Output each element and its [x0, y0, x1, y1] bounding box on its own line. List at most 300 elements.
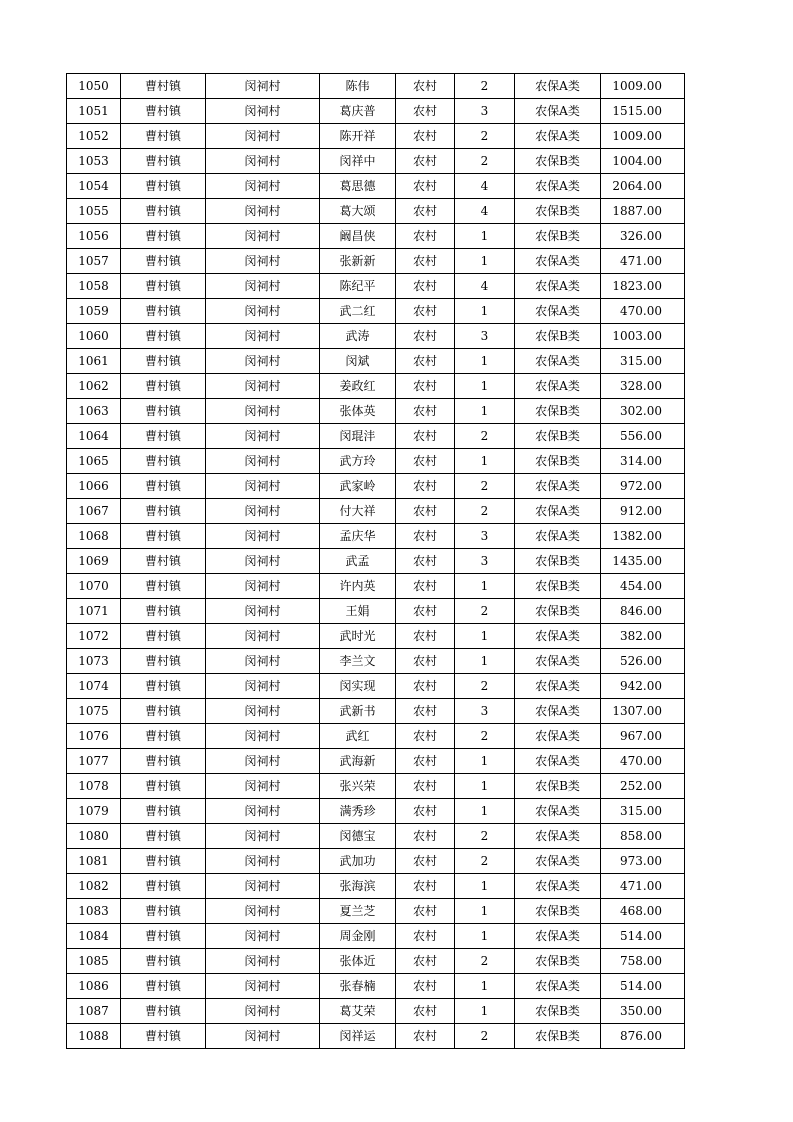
cell-village: 闵祠村 — [206, 149, 320, 174]
cell-count: 1 — [455, 299, 515, 324]
cell-town: 曹村镇 — [121, 499, 206, 524]
cell-amount: 1823.00 — [601, 274, 685, 299]
cell-insurance-type: 农保A类 — [515, 499, 601, 524]
cell-town: 曹村镇 — [121, 749, 206, 774]
table-row — [67, 449, 685, 474]
cell-count: 2 — [455, 424, 515, 449]
cell-town: 曹村镇 — [121, 1024, 206, 1049]
table-row — [67, 849, 685, 874]
table-row — [67, 149, 685, 174]
cell-insurance-type: 农保A类 — [515, 174, 601, 199]
cell-serial-number: 1073 — [67, 649, 121, 674]
cell-amount: 967.00 — [601, 724, 685, 749]
cell-village: 闵祠村 — [206, 499, 320, 524]
cell-category: 农村 — [396, 224, 455, 249]
cell-count: 1 — [455, 649, 515, 674]
cell-amount: 1009.00 — [601, 124, 685, 149]
cell-town: 曹村镇 — [121, 374, 206, 399]
cell-serial-number: 1086 — [67, 974, 121, 999]
cell-count: 2 — [455, 1024, 515, 1049]
cell-amount: 846.00 — [601, 599, 685, 624]
table-row — [67, 774, 685, 799]
cell-name: 闵琨沣 — [320, 424, 396, 449]
cell-amount: 514.00 — [601, 974, 685, 999]
cell-insurance-type: 农保A类 — [515, 124, 601, 149]
cell-amount: 973.00 — [601, 849, 685, 874]
cell-count: 1 — [455, 999, 515, 1024]
cell-insurance-type: 农保B类 — [515, 224, 601, 249]
beneficiary-table — [66, 73, 685, 1049]
table-row — [67, 549, 685, 574]
cell-count: 3 — [455, 324, 515, 349]
cell-village: 闵祠村 — [206, 924, 320, 949]
cell-village: 闵祠村 — [206, 274, 320, 299]
cell-count: 1 — [455, 374, 515, 399]
cell-name: 葛艾荣 — [320, 999, 396, 1024]
cell-village: 闵祠村 — [206, 649, 320, 674]
table-row — [67, 99, 685, 124]
cell-category: 农村 — [396, 599, 455, 624]
cell-name: 葛大颂 — [320, 199, 396, 224]
cell-amount: 328.00 — [601, 374, 685, 399]
cell-category: 农村 — [396, 499, 455, 524]
cell-amount: 1382.00 — [601, 524, 685, 549]
cell-serial-number: 1056 — [67, 224, 121, 249]
cell-insurance-type: 农保B类 — [515, 949, 601, 974]
cell-category: 农村 — [396, 524, 455, 549]
cell-count: 1 — [455, 924, 515, 949]
cell-serial-number: 1062 — [67, 374, 121, 399]
cell-amount: 382.00 — [601, 624, 685, 649]
cell-amount: 470.00 — [601, 299, 685, 324]
cell-count: 4 — [455, 174, 515, 199]
cell-town: 曹村镇 — [121, 674, 206, 699]
cell-name: 张海滨 — [320, 874, 396, 899]
cell-name: 武新书 — [320, 699, 396, 724]
cell-serial-number: 1081 — [67, 849, 121, 874]
cell-town: 曹村镇 — [121, 599, 206, 624]
cell-insurance-type: 农保A类 — [515, 674, 601, 699]
cell-name: 武家岭 — [320, 474, 396, 499]
cell-category: 农村 — [396, 324, 455, 349]
cell-name: 孟庆华 — [320, 524, 396, 549]
cell-amount: 1009.00 — [601, 74, 685, 99]
cell-amount: 514.00 — [601, 924, 685, 949]
cell-name: 葛思德 — [320, 174, 396, 199]
table-row — [67, 374, 685, 399]
cell-village: 闵祠村 — [206, 474, 320, 499]
cell-village: 闵祠村 — [206, 324, 320, 349]
table-row — [67, 649, 685, 674]
cell-town: 曹村镇 — [121, 574, 206, 599]
cell-village: 闵祠村 — [206, 249, 320, 274]
cell-count: 3 — [455, 524, 515, 549]
cell-count: 2 — [455, 674, 515, 699]
cell-category: 农村 — [396, 1024, 455, 1049]
table-row — [67, 624, 685, 649]
cell-town: 曹村镇 — [121, 424, 206, 449]
cell-insurance-type: 农保A类 — [515, 299, 601, 324]
cell-insurance-type: 农保A类 — [515, 249, 601, 274]
cell-serial-number: 1052 — [67, 124, 121, 149]
cell-amount: 315.00 — [601, 349, 685, 374]
cell-name: 武时光 — [320, 624, 396, 649]
cell-village: 闵祠村 — [206, 974, 320, 999]
cell-village: 闵祠村 — [206, 699, 320, 724]
table-row — [67, 924, 685, 949]
cell-serial-number: 1055 — [67, 199, 121, 224]
cell-category: 农村 — [396, 924, 455, 949]
cell-category: 农村 — [396, 999, 455, 1024]
cell-insurance-type: 农保A类 — [515, 524, 601, 549]
cell-amount: 1515.00 — [601, 99, 685, 124]
cell-amount: 942.00 — [601, 674, 685, 699]
table-row — [67, 224, 685, 249]
table-row — [67, 824, 685, 849]
table-row — [67, 999, 685, 1024]
cell-category: 农村 — [396, 699, 455, 724]
cell-count: 4 — [455, 274, 515, 299]
cell-category: 农村 — [396, 74, 455, 99]
cell-insurance-type: 农保A类 — [515, 74, 601, 99]
cell-name: 许内英 — [320, 574, 396, 599]
cell-serial-number: 1059 — [67, 299, 121, 324]
cell-serial-number: 1080 — [67, 824, 121, 849]
cell-serial-number: 1066 — [67, 474, 121, 499]
cell-name: 武加功 — [320, 849, 396, 874]
cell-insurance-type: 农保A类 — [515, 749, 601, 774]
cell-insurance-type: 农保A类 — [515, 274, 601, 299]
cell-category: 农村 — [396, 299, 455, 324]
table-row — [67, 249, 685, 274]
cell-village: 闵祠村 — [206, 424, 320, 449]
cell-town: 曹村镇 — [121, 899, 206, 924]
table-row — [67, 174, 685, 199]
cell-amount: 350.00 — [601, 999, 685, 1024]
cell-serial-number: 1084 — [67, 924, 121, 949]
cell-category: 农村 — [396, 374, 455, 399]
cell-amount: 972.00 — [601, 474, 685, 499]
cell-name: 陈纪平 — [320, 274, 396, 299]
cell-serial-number: 1077 — [67, 749, 121, 774]
cell-name: 张新新 — [320, 249, 396, 274]
cell-serial-number: 1078 — [67, 774, 121, 799]
cell-name: 李兰文 — [320, 649, 396, 674]
cell-count: 2 — [455, 724, 515, 749]
cell-insurance-type: 农保A类 — [515, 649, 601, 674]
cell-name: 武方玲 — [320, 449, 396, 474]
cell-category: 农村 — [396, 424, 455, 449]
table-body — [67, 74, 685, 1049]
cell-town: 曹村镇 — [121, 724, 206, 749]
cell-count: 1 — [455, 974, 515, 999]
cell-category: 农村 — [396, 749, 455, 774]
cell-town: 曹村镇 — [121, 124, 206, 149]
cell-amount: 858.00 — [601, 824, 685, 849]
cell-town: 曹村镇 — [121, 99, 206, 124]
cell-town: 曹村镇 — [121, 224, 206, 249]
cell-serial-number: 1079 — [67, 799, 121, 824]
table-row — [67, 524, 685, 549]
cell-count: 3 — [455, 699, 515, 724]
cell-village: 闵祠村 — [206, 99, 320, 124]
table-row — [67, 599, 685, 624]
table-row — [67, 899, 685, 924]
cell-town: 曹村镇 — [121, 174, 206, 199]
cell-village: 闵祠村 — [206, 624, 320, 649]
cell-insurance-type: 农保B类 — [515, 599, 601, 624]
cell-town: 曹村镇 — [121, 774, 206, 799]
cell-amount: 1887.00 — [601, 199, 685, 224]
cell-village: 闵祠村 — [206, 599, 320, 624]
cell-village: 闵祠村 — [206, 724, 320, 749]
cell-name: 闵祥中 — [320, 149, 396, 174]
cell-town: 曹村镇 — [121, 549, 206, 574]
cell-category: 农村 — [396, 549, 455, 574]
cell-town: 曹村镇 — [121, 299, 206, 324]
cell-village: 闵祠村 — [206, 124, 320, 149]
cell-serial-number: 1069 — [67, 549, 121, 574]
cell-town: 曹村镇 — [121, 449, 206, 474]
cell-count: 2 — [455, 149, 515, 174]
cell-name: 陈开祥 — [320, 124, 396, 149]
cell-village: 闵祠村 — [206, 999, 320, 1024]
cell-insurance-type: 农保A类 — [515, 724, 601, 749]
cell-count: 1 — [455, 349, 515, 374]
cell-serial-number: 1051 — [67, 99, 121, 124]
cell-village: 闵祠村 — [206, 349, 320, 374]
cell-village: 闵祠村 — [206, 899, 320, 924]
cell-town: 曹村镇 — [121, 274, 206, 299]
cell-serial-number: 1068 — [67, 524, 121, 549]
table-row — [67, 1024, 685, 1049]
cell-name: 张春楠 — [320, 974, 396, 999]
table-row — [67, 724, 685, 749]
cell-category: 农村 — [396, 449, 455, 474]
cell-serial-number: 1070 — [67, 574, 121, 599]
cell-count: 2 — [455, 824, 515, 849]
cell-count: 1 — [455, 899, 515, 924]
cell-amount: 470.00 — [601, 749, 685, 774]
cell-town: 曹村镇 — [121, 874, 206, 899]
cell-serial-number: 1082 — [67, 874, 121, 899]
cell-serial-number: 1054 — [67, 174, 121, 199]
cell-category: 农村 — [396, 99, 455, 124]
cell-category: 农村 — [396, 249, 455, 274]
cell-village: 闵祠村 — [206, 449, 320, 474]
cell-insurance-type: 农保B类 — [515, 324, 601, 349]
cell-amount: 1307.00 — [601, 699, 685, 724]
cell-village: 闵祠村 — [206, 774, 320, 799]
cell-insurance-type: 农保B类 — [515, 399, 601, 424]
cell-town: 曹村镇 — [121, 349, 206, 374]
cell-name: 张体近 — [320, 949, 396, 974]
cell-village: 闵祠村 — [206, 674, 320, 699]
cell-count: 3 — [455, 549, 515, 574]
cell-serial-number: 1060 — [67, 324, 121, 349]
cell-insurance-type: 农保B类 — [515, 199, 601, 224]
table-row — [67, 949, 685, 974]
cell-name: 葛庆普 — [320, 99, 396, 124]
cell-amount: 315.00 — [601, 799, 685, 824]
cell-village: 闵祠村 — [206, 374, 320, 399]
cell-village: 闵祠村 — [206, 949, 320, 974]
cell-village: 闵祠村 — [206, 74, 320, 99]
cell-amount: 454.00 — [601, 574, 685, 599]
cell-amount: 556.00 — [601, 424, 685, 449]
cell-count: 1 — [455, 574, 515, 599]
cell-name: 付大祥 — [320, 499, 396, 524]
cell-serial-number: 1072 — [67, 624, 121, 649]
cell-village: 闵祠村 — [206, 399, 320, 424]
cell-town: 曹村镇 — [121, 824, 206, 849]
table-row — [67, 499, 685, 524]
cell-count: 1 — [455, 749, 515, 774]
cell-count: 2 — [455, 74, 515, 99]
cell-insurance-type: 农保B类 — [515, 899, 601, 924]
cell-village: 闵祠村 — [206, 1024, 320, 1049]
cell-category: 农村 — [396, 199, 455, 224]
cell-name: 武红 — [320, 724, 396, 749]
cell-count: 1 — [455, 624, 515, 649]
cell-insurance-type: 农保B类 — [515, 774, 601, 799]
cell-category: 农村 — [396, 949, 455, 974]
cell-count: 2 — [455, 599, 515, 624]
cell-name: 闵实现 — [320, 674, 396, 699]
cell-category: 农村 — [396, 874, 455, 899]
cell-category: 农村 — [396, 349, 455, 374]
cell-name: 武孟 — [320, 549, 396, 574]
cell-name: 王娟 — [320, 599, 396, 624]
cell-amount: 1004.00 — [601, 149, 685, 174]
cell-serial-number: 1075 — [67, 699, 121, 724]
cell-insurance-type: 农保A类 — [515, 799, 601, 824]
cell-insurance-type: 农保A类 — [515, 624, 601, 649]
cell-count: 1 — [455, 774, 515, 799]
cell-category: 农村 — [396, 649, 455, 674]
cell-count: 1 — [455, 399, 515, 424]
cell-category: 农村 — [396, 899, 455, 924]
cell-name: 武二红 — [320, 299, 396, 324]
table-row — [67, 349, 685, 374]
cell-town: 曹村镇 — [121, 249, 206, 274]
table-row — [67, 974, 685, 999]
cell-category: 农村 — [396, 674, 455, 699]
cell-count: 2 — [455, 124, 515, 149]
cell-village: 闵祠村 — [206, 524, 320, 549]
cell-insurance-type: 农保A类 — [515, 374, 601, 399]
cell-insurance-type: 农保B类 — [515, 424, 601, 449]
cell-insurance-type: 农保A类 — [515, 349, 601, 374]
cell-serial-number: 1057 — [67, 249, 121, 274]
cell-amount: 471.00 — [601, 874, 685, 899]
cell-village: 闵祠村 — [206, 749, 320, 774]
table-row — [67, 874, 685, 899]
cell-category: 农村 — [396, 474, 455, 499]
cell-count: 1 — [455, 449, 515, 474]
cell-count: 1 — [455, 249, 515, 274]
cell-insurance-type: 农保A类 — [515, 924, 601, 949]
cell-village: 闵祠村 — [206, 874, 320, 899]
cell-town: 曹村镇 — [121, 849, 206, 874]
table-row — [67, 74, 685, 99]
cell-name: 姜政红 — [320, 374, 396, 399]
cell-name: 闵斌 — [320, 349, 396, 374]
cell-category: 农村 — [396, 974, 455, 999]
table-row — [67, 124, 685, 149]
table-row — [67, 199, 685, 224]
cell-serial-number: 1083 — [67, 899, 121, 924]
cell-name: 闵祥运 — [320, 1024, 396, 1049]
cell-village: 闵祠村 — [206, 174, 320, 199]
cell-category: 农村 — [396, 274, 455, 299]
cell-category: 农村 — [396, 824, 455, 849]
cell-amount: 758.00 — [601, 949, 685, 974]
table-row — [67, 799, 685, 824]
cell-town: 曹村镇 — [121, 699, 206, 724]
cell-count: 4 — [455, 199, 515, 224]
cell-count: 2 — [455, 849, 515, 874]
cell-name: 周金刚 — [320, 924, 396, 949]
cell-name: 张兴荣 — [320, 774, 396, 799]
cell-serial-number: 1071 — [67, 599, 121, 624]
cell-count: 1 — [455, 874, 515, 899]
cell-serial-number: 1063 — [67, 399, 121, 424]
cell-village: 闵祠村 — [206, 574, 320, 599]
cell-amount: 252.00 — [601, 774, 685, 799]
cell-category: 农村 — [396, 174, 455, 199]
cell-amount: 326.00 — [601, 224, 685, 249]
cell-amount: 471.00 — [601, 249, 685, 274]
table-row — [67, 324, 685, 349]
cell-serial-number: 1087 — [67, 999, 121, 1024]
cell-category: 农村 — [396, 724, 455, 749]
cell-serial-number: 1064 — [67, 424, 121, 449]
cell-amount: 1003.00 — [601, 324, 685, 349]
cell-name: 满秀珍 — [320, 799, 396, 824]
cell-insurance-type: 农保B类 — [515, 449, 601, 474]
cell-amount: 314.00 — [601, 449, 685, 474]
cell-village: 闵祠村 — [206, 549, 320, 574]
cell-amount: 912.00 — [601, 499, 685, 524]
table-row — [67, 749, 685, 774]
table-row — [67, 474, 685, 499]
cell-category: 农村 — [396, 774, 455, 799]
cell-category: 农村 — [396, 574, 455, 599]
cell-count: 1 — [455, 799, 515, 824]
cell-category: 农村 — [396, 849, 455, 874]
cell-serial-number: 1076 — [67, 724, 121, 749]
cell-serial-number: 1061 — [67, 349, 121, 374]
cell-category: 农村 — [396, 124, 455, 149]
table-row — [67, 299, 685, 324]
cell-category: 农村 — [396, 624, 455, 649]
cell-village: 闵祠村 — [206, 849, 320, 874]
cell-village: 闵祠村 — [206, 199, 320, 224]
cell-name: 武海新 — [320, 749, 396, 774]
cell-town: 曹村镇 — [121, 949, 206, 974]
cell-town: 曹村镇 — [121, 649, 206, 674]
cell-insurance-type: 农保A类 — [515, 974, 601, 999]
cell-serial-number: 1088 — [67, 1024, 121, 1049]
cell-serial-number: 1085 — [67, 949, 121, 974]
cell-serial-number: 1065 — [67, 449, 121, 474]
cell-count: 2 — [455, 474, 515, 499]
cell-town: 曹村镇 — [121, 74, 206, 99]
cell-insurance-type: 农保B类 — [515, 549, 601, 574]
table-row — [67, 274, 685, 299]
cell-amount: 302.00 — [601, 399, 685, 424]
